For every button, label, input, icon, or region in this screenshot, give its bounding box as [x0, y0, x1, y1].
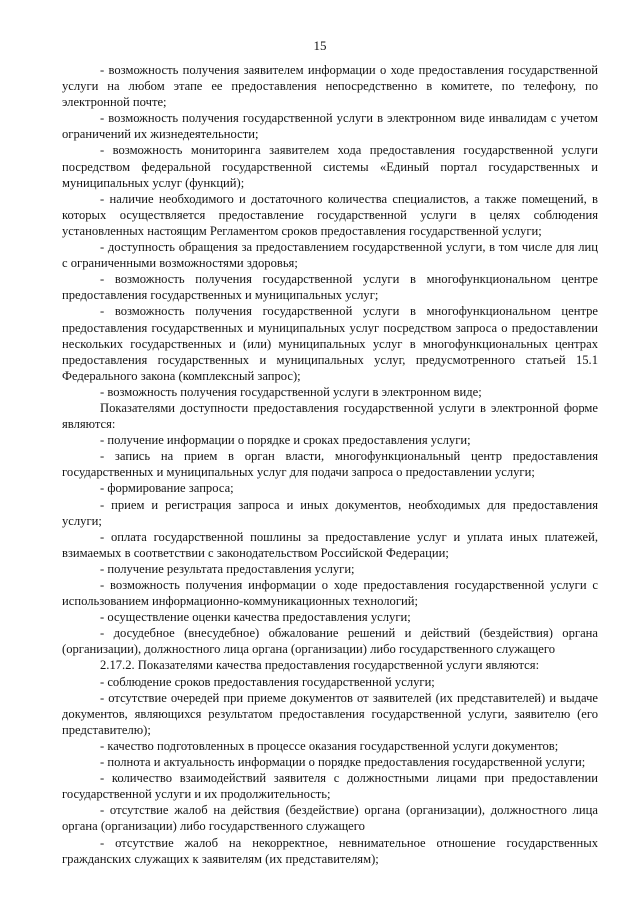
- paragraph: - прием и регистрация запроса и иных документов, необходимых для предоставления услуги;: [62, 497, 598, 528]
- paragraph: Показателями доступности предоставления государственной услуги в электронной форме являются:: [62, 400, 598, 432]
- paragraph: - наличие необходимого и достаточного количества специалистов, а также помещений, в которых осуществляется предоставление государственной услуги в целях соблюдения установленных настоящим Регламентом сроков предоставления государственной услуги;: [62, 191, 598, 238]
- paragraph: - досудебное (внесудебное) обжалование решений и действий (бездействия) органа (организации), должностного лица органа (организации) либо государственного служащего: [62, 626, 598, 657]
- paragraph: - доступность обращения за предоставлением государственной услуги, в том числе для лиц с ограниченными возможностями здоровья;: [62, 240, 598, 271]
- paragraph: - возможность получения государственной услуги в электронном виде инвалидам с учетом ограничений их жизнедеятельности;: [62, 111, 598, 142]
- paragraph: - отсутствие жалоб на некорректное, невнимательное отношение государственных гражданских служащих к заявителям (их представителям);: [62, 835, 598, 866]
- paragraph: - количество взаимодействий заявителя с должностными лицами при предоставлении государственной услуги и их продолжительность;: [62, 771, 598, 802]
- paragraph: - возможность получения заявителем информации о ходе предоставления государственной услуги на любом этапе ее предоставления непосредственно в комитете, по телефону, по электронной почте;: [62, 63, 598, 110]
- paragraph: - получение информации о порядке и сроках предоставления услуги;: [100, 433, 471, 448]
- paragraph: - получение результата предоставления услуги;: [100, 561, 355, 576]
- paragraph: - качество подготовленных в процессе оказания государственной услуги документов;: [100, 738, 559, 753]
- paragraph: - возможность получения государственной услуги в электронном виде;: [100, 384, 482, 399]
- paragraph: - отсутствие очередей при приеме документов от заявителей (их представителей) и выдаче документов, являющихся результатом предоставления государственной услуги, заявителю (его представителю);: [62, 690, 598, 737]
- paragraph: - соблюдение сроков предоставления государственной услуги;: [100, 674, 435, 689]
- paragraph: - осуществление оценки качества предоставления услуги;: [100, 610, 411, 625]
- paragraph: 2.17.2. Показателями качества предоставления государственной услуги являются:: [100, 658, 540, 673]
- paragraph: - отсутствие жалоб на действия (бездействие) органа (организации), должностного лица органа (организации) либо государственного служащего: [62, 803, 598, 834]
- paragraph: - полнота и актуальность информации о порядке предоставления государственной услуги;: [100, 755, 586, 770]
- paragraph: - запись на прием в орган власти, многофункциональный центр предоставления государственных и муниципальных услуг для подачи запроса о предоставлении услуги;: [62, 449, 598, 480]
- document-body: [62, 62, 598, 867]
- paragraph: - возможность получения информации о ходе предоставления государственной услуги с использованием информационно-коммуникационных технологий;: [62, 578, 598, 609]
- paragraph: - формирование запроса;: [100, 481, 234, 496]
- page-number: 15: [313, 38, 327, 53]
- paragraph: - оплата государственной пошлины за предоставление услуг и уплата иных платежей, взимаемых в соответствии с законодательством Российской Федерации;: [62, 529, 598, 560]
- paragraph: - возможность мониторинга заявителем хода предоставления государственной услуги посредством федеральной государственной системы «Единый портал государственных и муниципальных услуг (функций);: [62, 143, 598, 190]
- paragraph: - возможность получения государственной услуги в многофункциональном центре предоставления государственных и муниципальных услуг посредством запроса о предоставлении нескольких государственных и (или) муниципальных услуг в многофункциональных центрах предоставления государственных и муниципальных услуг, предусмотренного статьей 15.1 Федерального закона (комплексный запрос);: [62, 304, 598, 383]
- paragraph: - возможность получения государственной услуги в многофункциональном центре предоставления государственных и муниципальных услуг;: [62, 272, 598, 303]
